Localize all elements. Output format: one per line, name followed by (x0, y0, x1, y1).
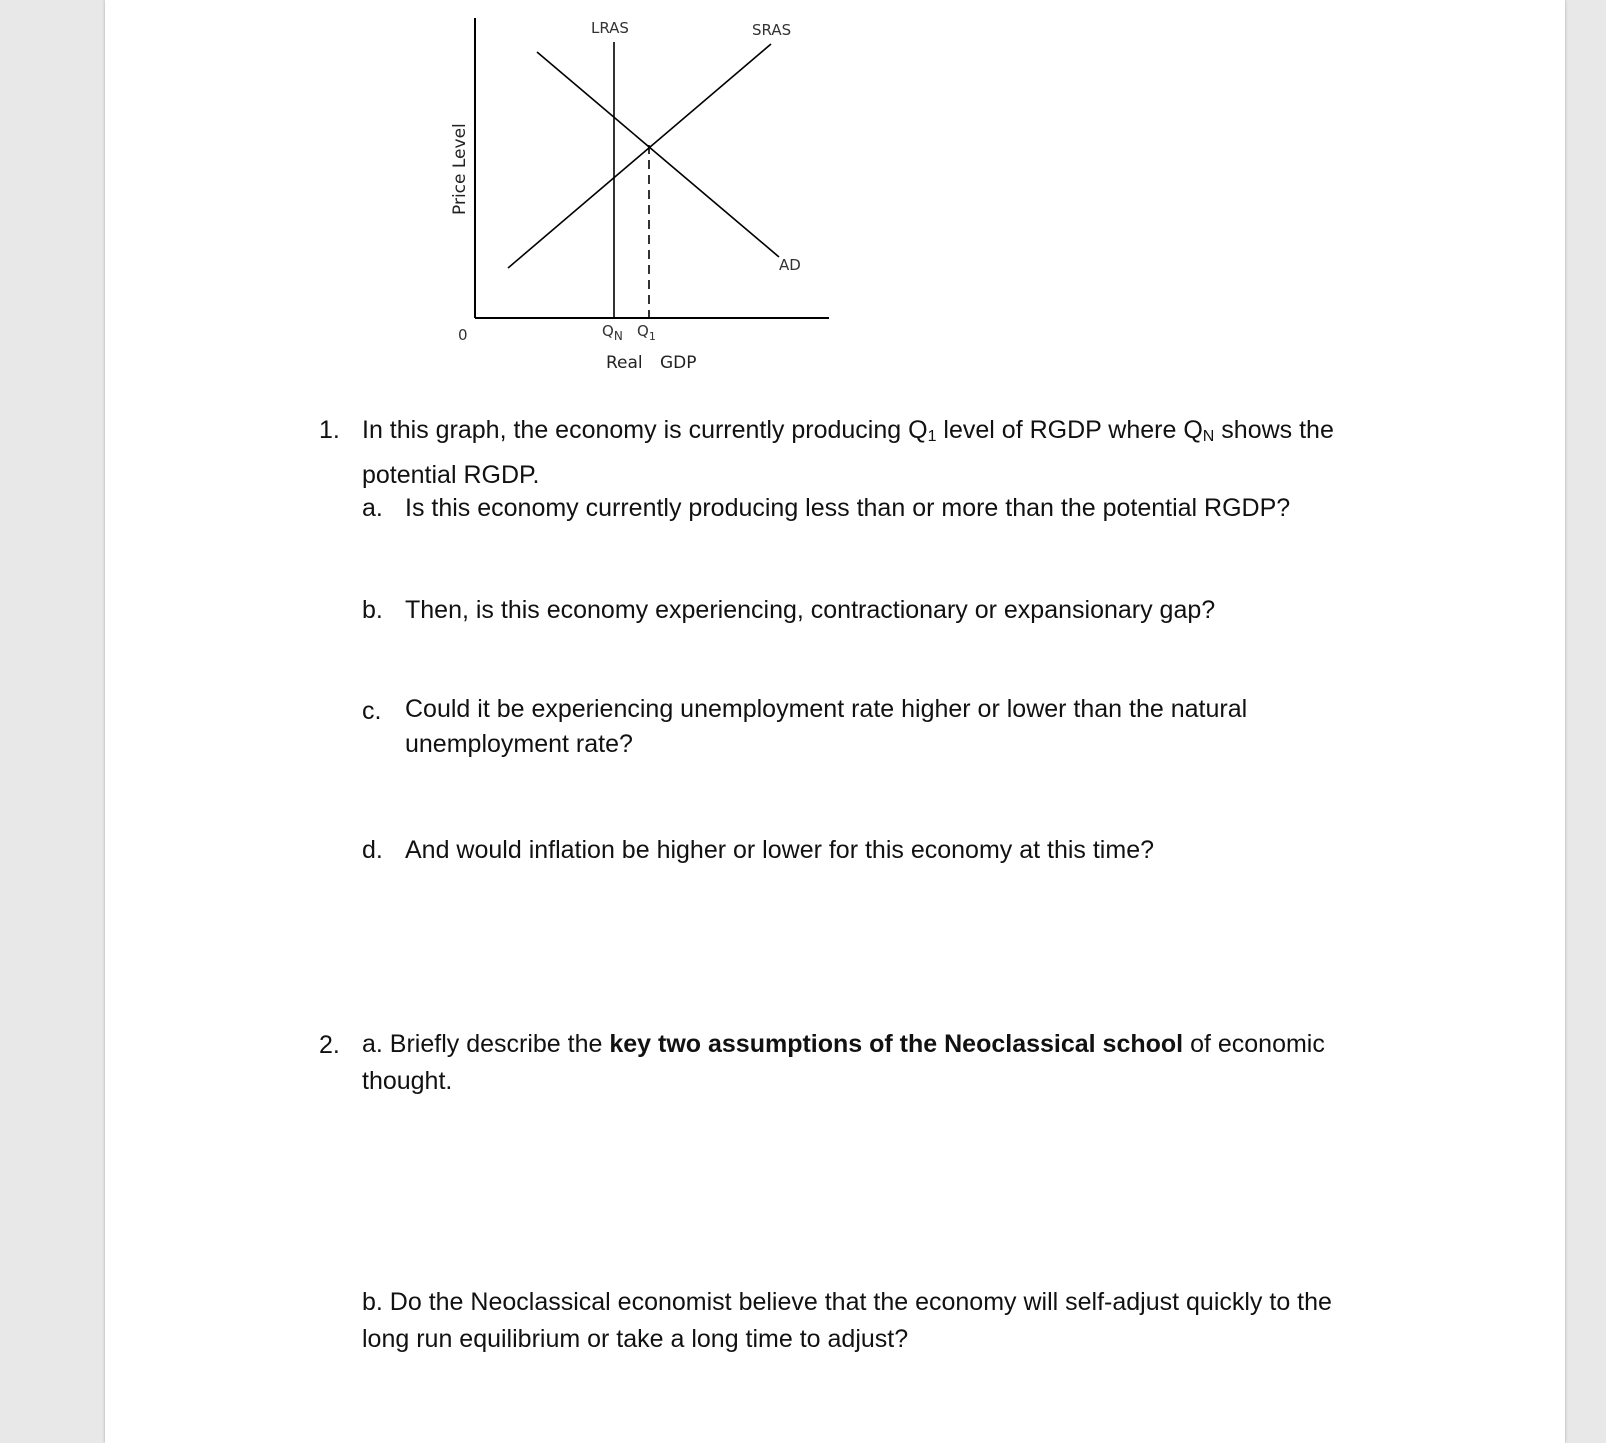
qn-label: $Q_N$ (602, 322, 623, 343)
lras-label: LRAS (591, 19, 629, 37)
q1b-letter: b. (362, 596, 383, 624)
q2b-text: b. Do the Neoclassical economist believe that the economy will self-adjust quickly to the long run equilibrium or take a long time to adjust? (362, 1288, 1332, 1353)
q1-intro: In this graph, the economy is currently producing $Q_1$ level of RGDP where $Q_N$ shows the potential RGDP. (362, 416, 1334, 489)
q1b-text: Then, is this economy experiencing, contractionary or expansionary gap? (405, 596, 1216, 624)
sras-label: SRAS (752, 21, 792, 39)
q1a-letter: a. (362, 494, 383, 522)
x-axis-label-real: Real (606, 353, 643, 373)
q1-label: $Q_1$ (637, 322, 656, 343)
q1d-text: And would inflation be higher or lower for this economy at this time? (405, 836, 1154, 864)
sras-line (508, 44, 771, 268)
document-page (105, 0, 1565, 1443)
q2a-text: a. Briefly describe the key two assumptions of the Neoclassical school of economic thought. (362, 1030, 1325, 1095)
q1d-letter: d. (362, 836, 383, 864)
ad-label: AD (779, 256, 801, 274)
y-axis-label: Price Level (450, 123, 470, 215)
q1c-letter: c. (362, 697, 382, 725)
x-axis-label-gdp: GDP (660, 353, 697, 373)
q1c-text: Could it be experiencing unemployment rate higher or lower than the natural unemployment rate? (405, 695, 1248, 758)
ad-line (537, 52, 779, 257)
origin-label: 0 (458, 326, 468, 344)
q1a-text: Is this economy currently producing less than or more than the potential RGDP? (405, 494, 1291, 522)
q1-number: 1. (319, 416, 340, 444)
ad-as-graph (105, 0, 1565, 400)
q2-number: 2. (319, 1031, 340, 1059)
